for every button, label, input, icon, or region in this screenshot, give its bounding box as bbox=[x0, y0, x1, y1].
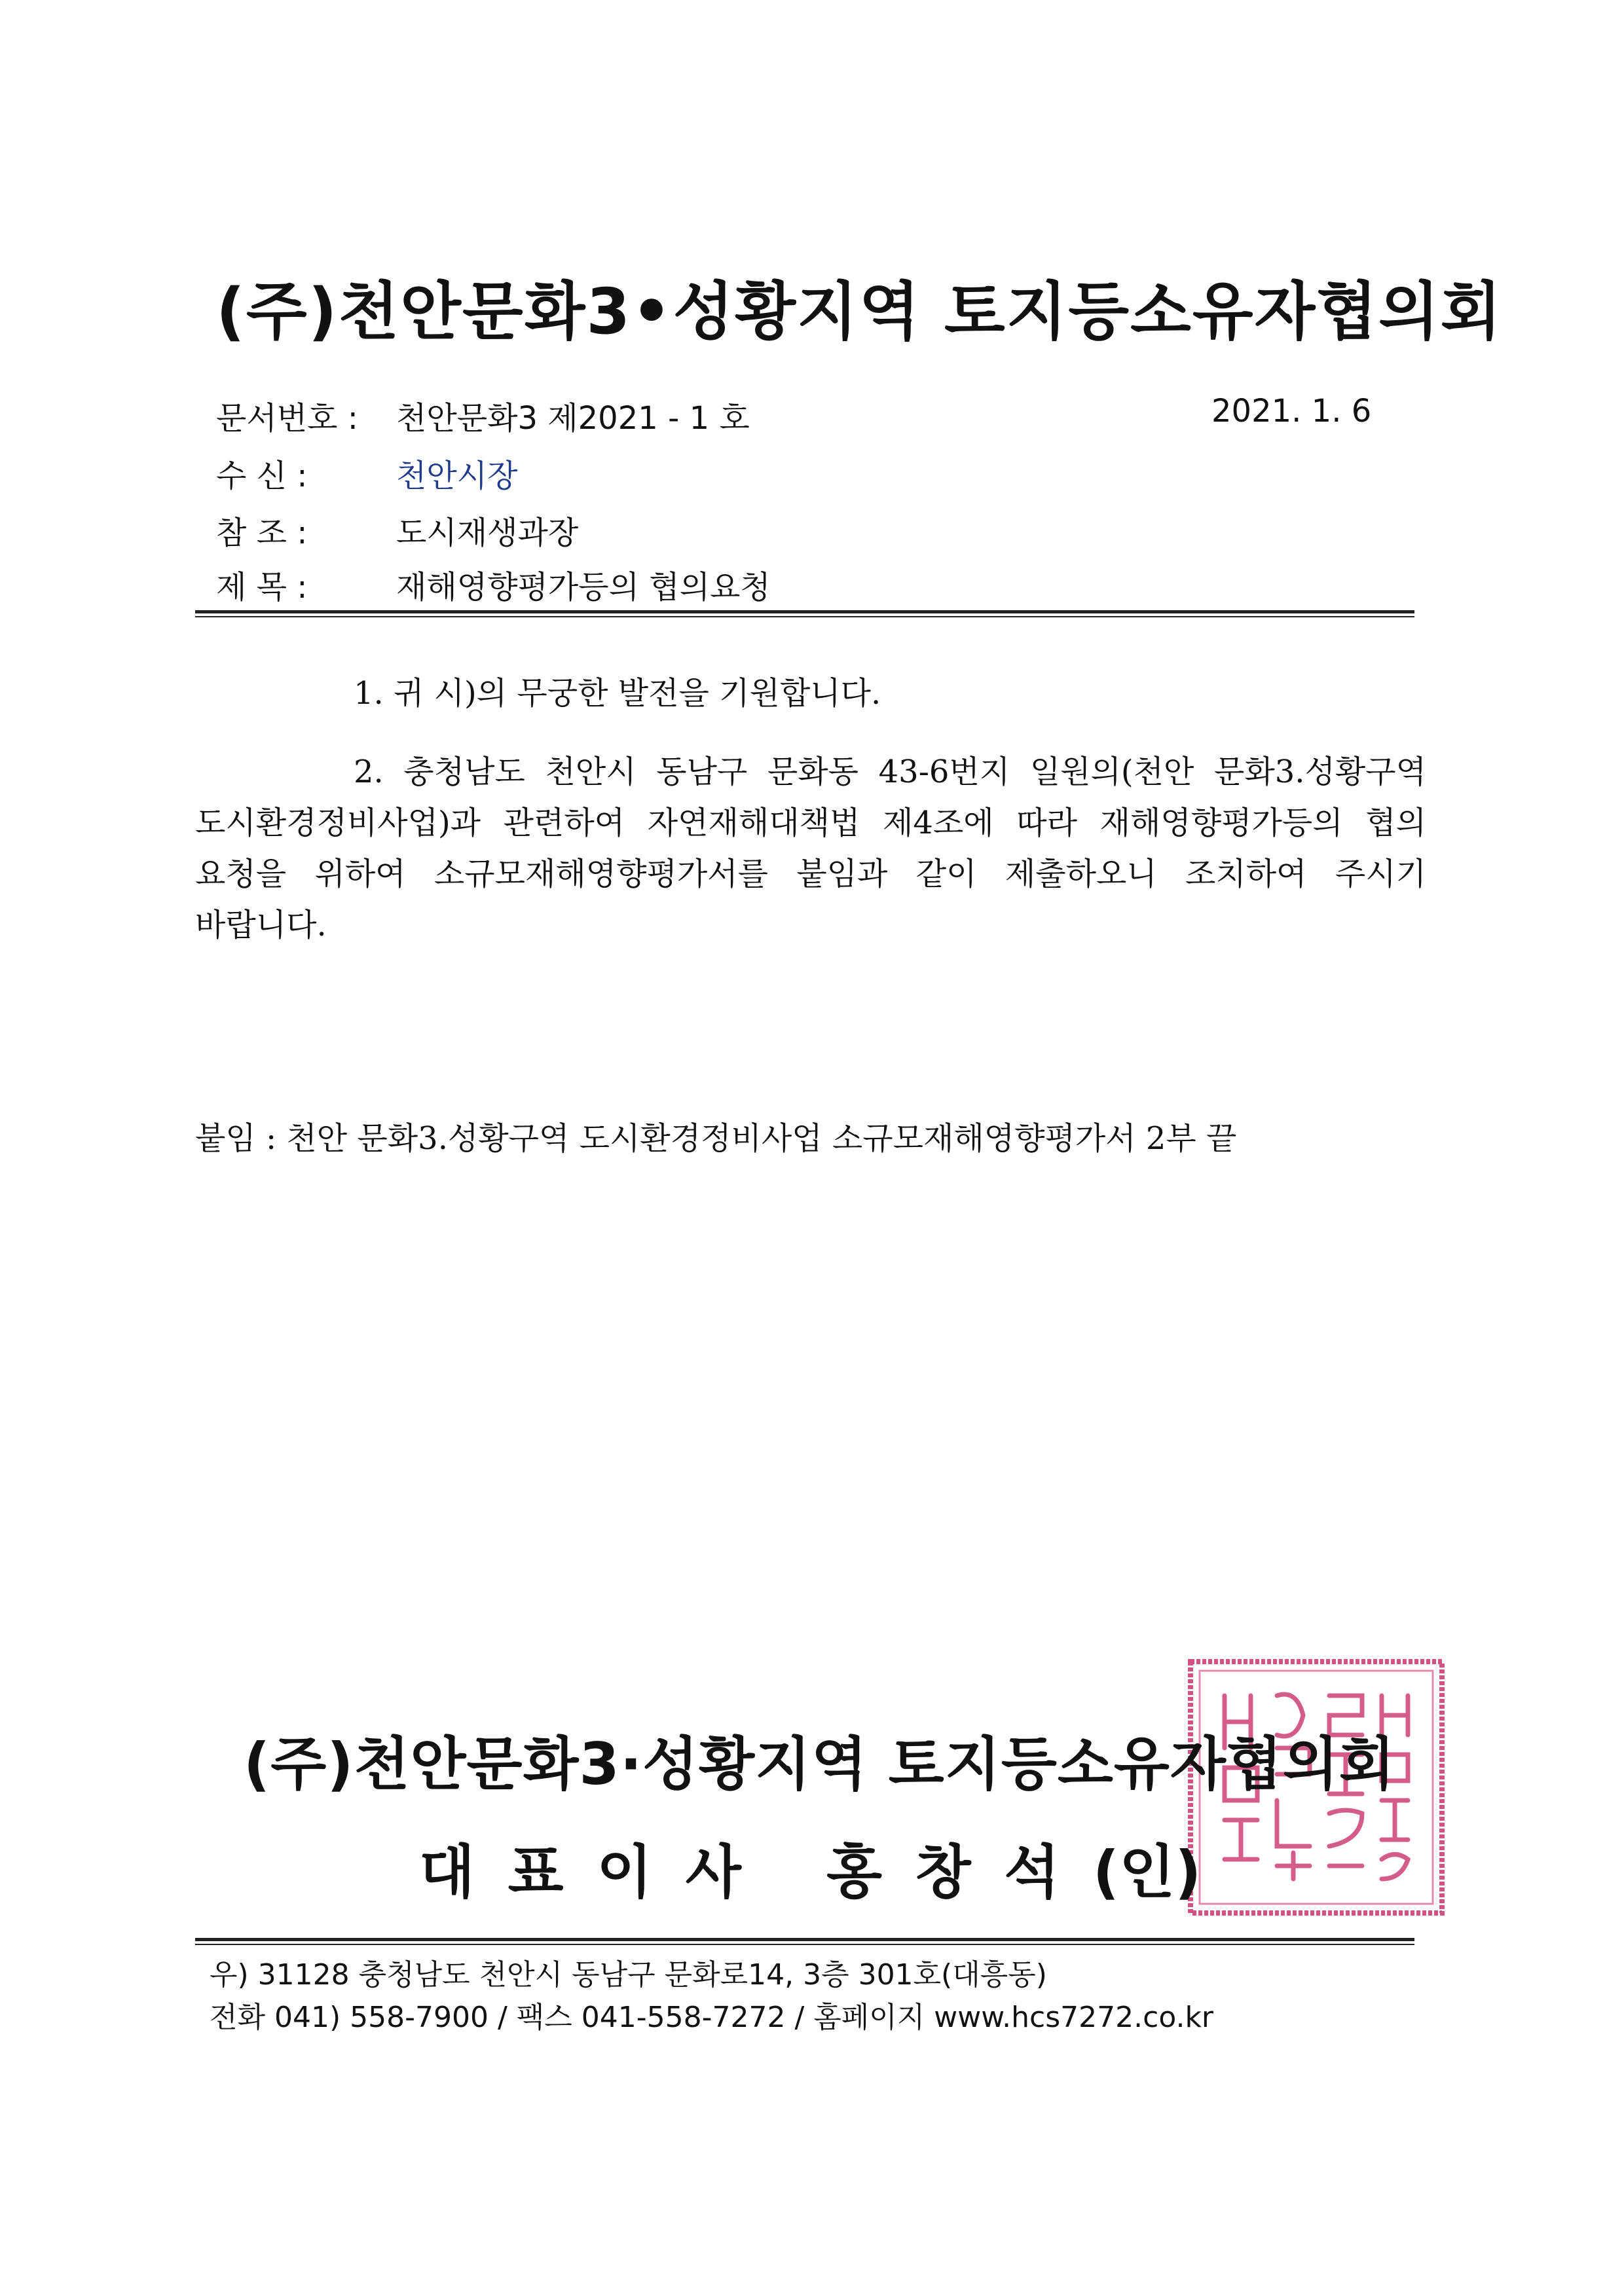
footer-address: 우) 31128 충청남도 천안시 동남구 문화로14, 3층 301호(대흥동) bbox=[210, 1958, 1047, 1992]
paragraph-1: 1. 귀 시)의 무궁한 발전을 기원합니다. bbox=[354, 675, 881, 712]
document-date: 2021. 1. 6 bbox=[1211, 393, 1372, 429]
document-title: (주)천안문화3•성황지역 토지등소유자협의회 bbox=[216, 275, 1503, 348]
footer-representative bbox=[419, 1827, 1201, 1909]
paragraph-2: 2. 충청남도 천안시 동남구 문화동 43-6번지 일원의(천안 문화3.성황구역 도시환경정비사업)과 관련하여 자연재해대책법 제4조에 따라 재해영향평가등의 협의 요청을 위하여 소규모재해영향평가서를 붙임과 같이 제출하오니 조치하여 주시기 바랍니다. bbox=[195, 754, 1426, 943]
subject-value: 재해영향평가등의 협의요청 bbox=[396, 569, 771, 606]
doc-number-value: 천안문화3 제2021 - 1 호 bbox=[396, 400, 750, 437]
reference-value: 도시재생과장 bbox=[396, 515, 579, 551]
recipient-value: 천안시장 bbox=[396, 458, 518, 494]
attachment-line: 붙임 : 천안 문화3.성황구역 도시환경정비사업 소규모재해영향평가서 2부 끝 bbox=[195, 1120, 1237, 1157]
reference-label: 참 조 : bbox=[216, 515, 308, 551]
header-divider bbox=[195, 610, 1414, 617]
subject-label: 제 목 : bbox=[216, 569, 308, 606]
footer-contact: 전화 041) 558-7900 / 팩스 041-558-7272 / 홈페이지 www.hcs7272.co.kr bbox=[210, 2001, 1214, 2034]
doc-number-label: 문서번호 : bbox=[216, 400, 358, 437]
footer-divider bbox=[195, 1938, 1414, 1945]
representative-name: 홍 창 석 (인) bbox=[826, 1838, 1202, 1906]
recipient-label: 수 신 : bbox=[216, 458, 308, 494]
footer-organization: (주)천안문화3·성황지역 토지등소유자협의회 bbox=[244, 1730, 1395, 1798]
representative-title: 대 표 이 사 bbox=[419, 1838, 741, 1906]
